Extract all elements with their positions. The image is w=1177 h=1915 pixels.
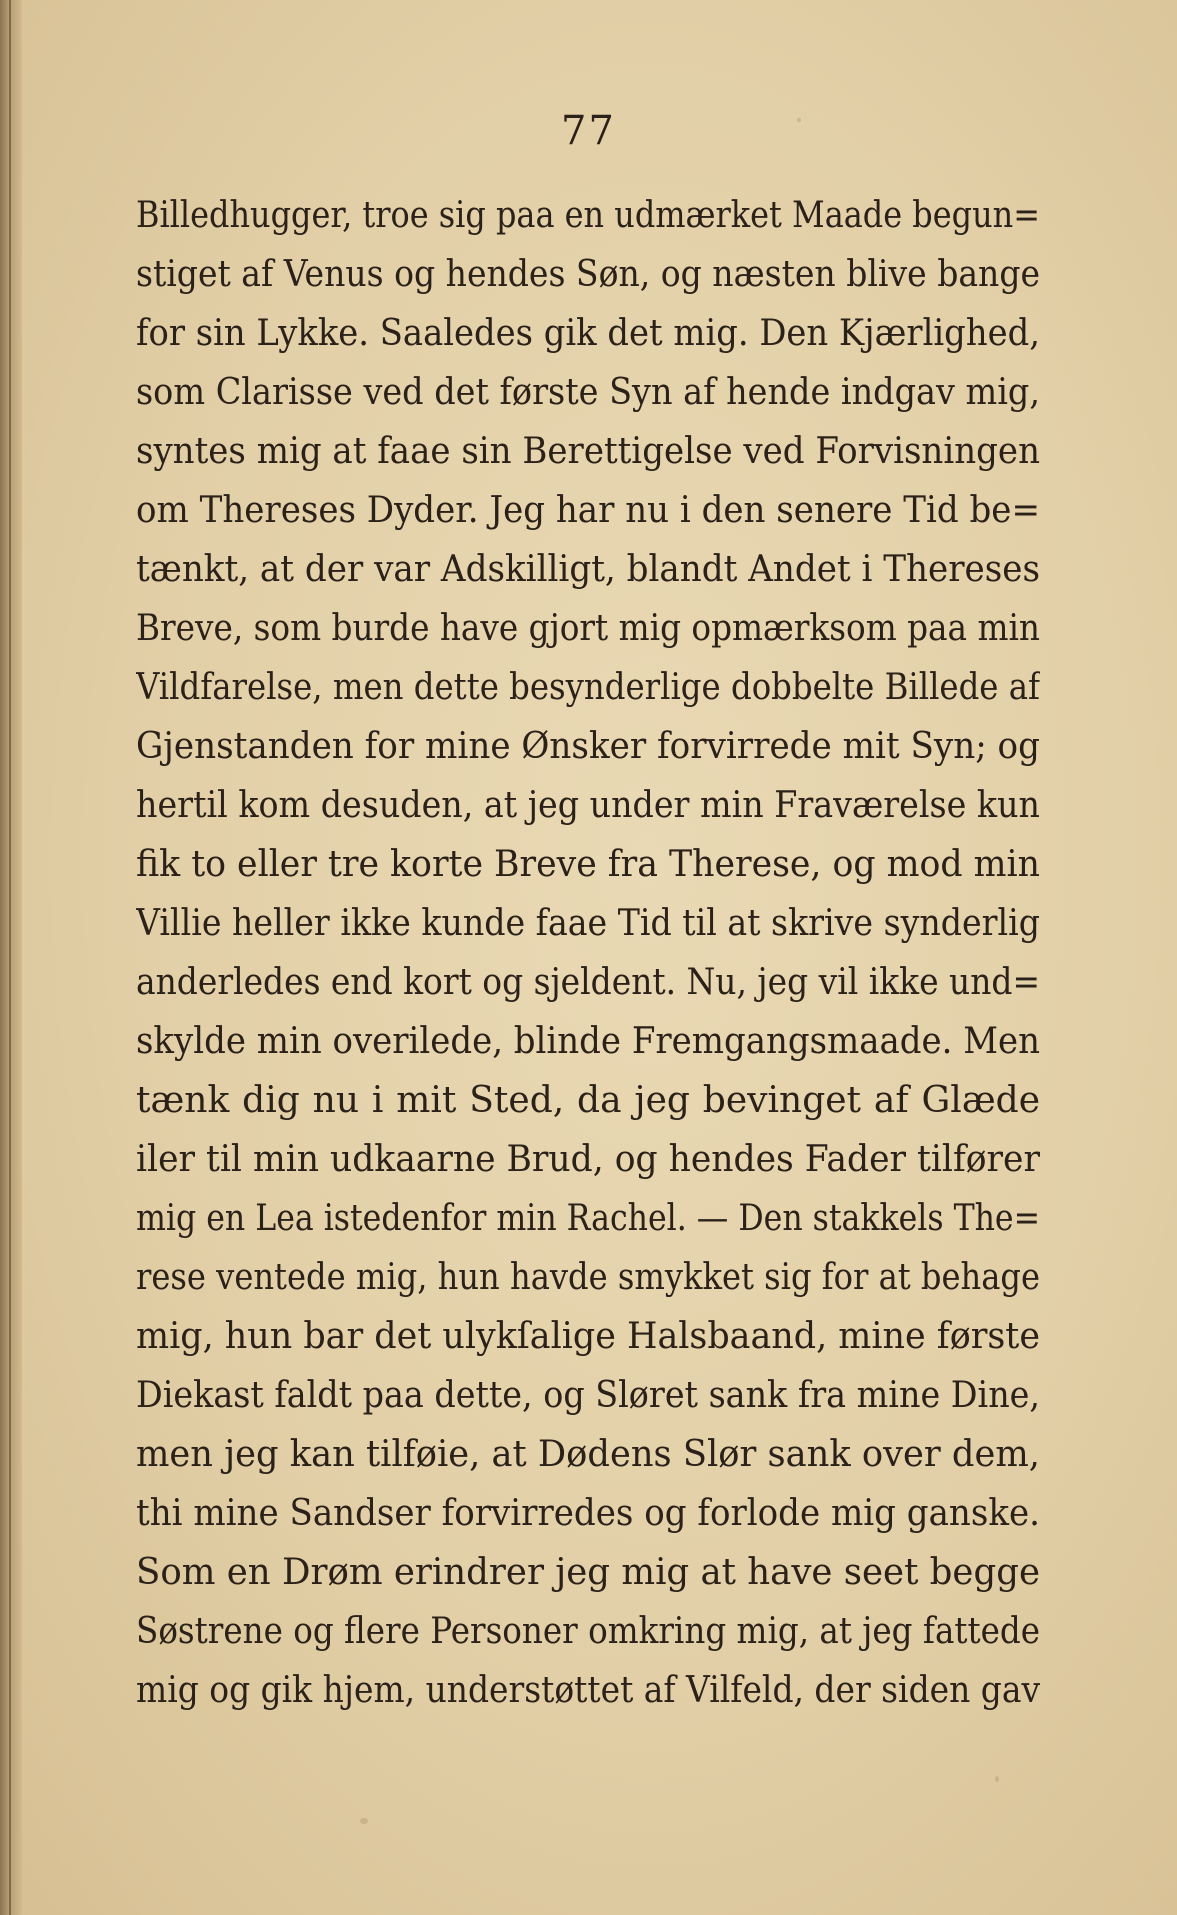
text-line: tænk dig nu i mit Sted, da jeg bevinget af Glæde — [136, 1080, 1040, 1121]
text-line: Søstrene og flere Personer omkring mig, at jeg fattede — [136, 1611, 1040, 1652]
text-line: som Clarisse ved det første Syn af hende indgav mig, — [136, 372, 1040, 413]
gutter-fold-line — [9, 0, 11, 1915]
text-line: tænkt, at der var Adskilligt, blandt Andet i Thereses — [136, 549, 1040, 590]
text-line: mig en Lea istedenfor min Rachel. — Den stakkels The= — [136, 1198, 1040, 1239]
text-line: men jeg kan tilføie, at Dødens Slør sank over dem, — [136, 1434, 1040, 1475]
text-line: Villie heller ikke kunde faae Tid til at skrive synderlig — [136, 903, 1040, 944]
text-line: mig, hun bar det ulykſalige Halsbaand, mine første — [136, 1316, 1040, 1357]
text-line: fik to eller tre korte Breve fra Therese, og mod min — [136, 844, 1040, 885]
text-line: Breve, som burde have gjort mig opmærksom paa min — [136, 608, 1040, 649]
text-line: iler til min udkaarne Brud, og hendes Fader tilfører — [136, 1139, 1040, 1180]
text-line: for sin Lykke. Saaledes gik det mig. Den Kjærlighed, — [136, 313, 1040, 354]
text-line: Vildfarelse, men dette besynderlige dobbelte Billede af — [136, 667, 1040, 708]
text-line: Diekast faldt paa dette, og Sløret sank fra mine Dine, — [136, 1375, 1040, 1416]
text-line: Billedhugger, troe sig paa en udmærket Maade begun= — [136, 195, 1040, 236]
text-line: mig og gik hjem, understøttet af Vilfeld, der siden gav — [136, 1670, 1040, 1711]
text-line: thi mine Sandser forvirredes og forlode mig ganske. — [136, 1493, 1040, 1534]
page-gutter — [0, 0, 22, 1915]
text-line: skylde min overilede, blinde Fremgangsmaade. Men — [136, 1021, 1040, 1062]
text-line: om Thereses Dyder. Jeg har nu i den senere Tid be= — [136, 490, 1040, 531]
text-line: syntes mig at faae sin Berettigelse ved Forvisningen — [136, 431, 1040, 472]
page-number: 77 — [561, 108, 616, 154]
paper-speck — [995, 1776, 999, 1782]
text-line: Gjenstanden for mine Ønsker forvirrede mit Syn; og — [136, 726, 1040, 767]
text-line: hertil kom desuden, at jeg under min Fraværelse kun — [136, 785, 1040, 826]
body-text — [136, 186, 1040, 1720]
paper-speck — [360, 1818, 368, 1824]
text-line: anderledes end kort og sjeldent. Nu, jeg vil ikke und= — [136, 962, 1040, 1003]
text-line: stiget af Venus og hendes Søn, og næsten blive bange — [136, 254, 1040, 295]
text-line: rese ventede mig, hun havde smykket sig for at behage — [136, 1257, 1040, 1298]
text-line: Som en Drøm erindrer jeg mig at have seet begge — [136, 1552, 1040, 1593]
